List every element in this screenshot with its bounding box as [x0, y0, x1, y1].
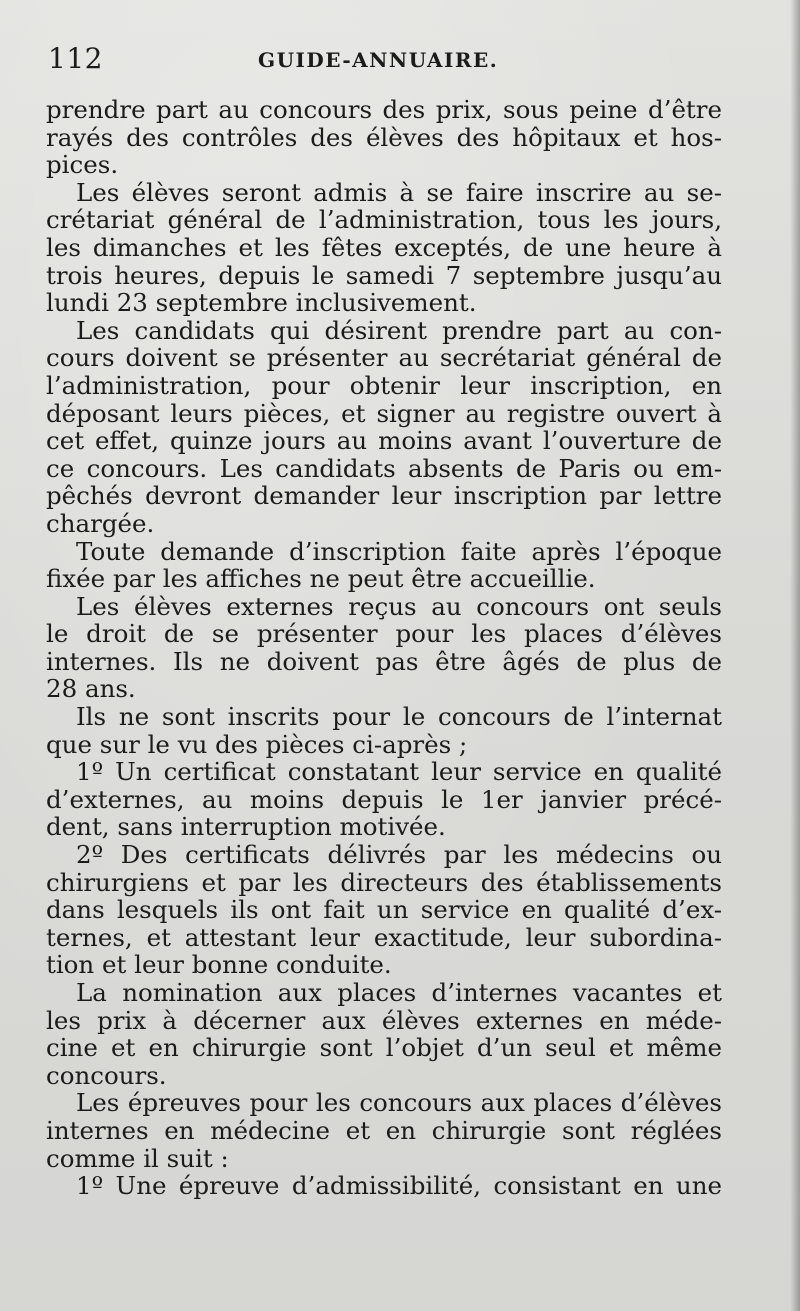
- text-line: pices.: [46, 150, 119, 180]
- text-line: 2º Des certificats délivrés par les médecins ou: [76, 840, 722, 870]
- text-line: l’administration, pour obtenir leur inscription, en: [46, 370, 722, 400]
- text-line: chargée.: [46, 508, 155, 538]
- text-line: déposant leurs pièces, et signer au registre ouvert à: [46, 398, 722, 428]
- text-line: internes. Ils ne doivent pas être âgés de plus de: [46, 646, 722, 676]
- text-line: 28 ans.: [46, 674, 136, 704]
- text-line: d’externes, au moins depuis le 1er janvier précé-: [46, 784, 722, 814]
- text-line: Ils ne sont inscrits pour le concours de l’internat: [76, 702, 722, 732]
- text-line: Les élèves externes reçus au concours ont seuls: [76, 591, 722, 621]
- text-line: comme il suit :: [46, 1143, 229, 1173]
- text-line: prendre part au concours des prix, sous peine d’être: [46, 95, 722, 124]
- text-line: cet effet, quinze jours au moins avant l’ouverture de: [46, 426, 722, 456]
- body-text: [46, 96, 722, 1200]
- text-line: Toute demande d’inscription faite après l’époque: [76, 536, 722, 566]
- text-line: internes en médecine et en chirurgie sont réglées: [46, 1115, 722, 1145]
- text-line: cine et en chirurgie sont l’objet d’un seul et même: [46, 1033, 722, 1063]
- text-line: les dimanches et les fêtes exceptés, de une heure à: [46, 232, 722, 262]
- text-line: fixée par les affiches ne peut être accueillie.: [46, 564, 596, 594]
- text-line: dans lesquels ils ont fait un service en qualité d’ex-: [46, 895, 722, 925]
- page-number: 112: [48, 42, 103, 75]
- page-header: [48, 42, 752, 82]
- text-line: 1º Un certificat constatant leur service en qualité: [76, 757, 722, 787]
- text-line: chirurgiens et par les directeurs des établissements: [46, 867, 722, 897]
- text-line: dent, sans interruption motivée.: [46, 812, 446, 842]
- text-line: 1º Une épreuve d’admissibilité, consistant en une: [76, 1171, 722, 1201]
- text-line: tion et leur bonne conduite.: [46, 950, 392, 980]
- text-line: trois heures, depuis le samedi 7 septembre jusqu’au: [46, 260, 722, 290]
- text-line: lundi 23 septembre inclusivement.: [46, 288, 477, 318]
- text-line: concours.: [46, 1060, 167, 1090]
- text-line: ce concours. Les candidats absents de Paris ou em-: [46, 453, 722, 483]
- text-line: ternes, et attestant leur exactitude, leur subordina-: [46, 922, 722, 952]
- text-line: Les élèves seront admis à se faire inscrire au se-: [76, 177, 722, 207]
- text-line: pêchés devront demander leur inscription par lettre: [46, 481, 722, 511]
- text-line: les prix à décerner aux élèves externes en méde-: [46, 1005, 722, 1035]
- running-head: GUIDE-ANNUAIRE.: [258, 48, 499, 72]
- text-line: crétariat général de l’administration, tous les jours,: [46, 205, 722, 235]
- text-line: le droit de se présenter pour les places d’élèves: [46, 619, 722, 649]
- text-line: Les épreuves pour les concours aux places d’élèves: [76, 1088, 722, 1118]
- text-line: rayés des contrôles des élèves des hôpitaux et hos-: [46, 122, 722, 152]
- text-line: cours doivent se présenter au secrétariat général de: [46, 343, 722, 373]
- text-line: La nomination aux places d’internes vacantes et: [76, 978, 722, 1007]
- text-line: que sur le vu des pièces ci-après ;: [46, 729, 468, 759]
- text-line: Les candidats qui désirent prendre part au con-: [76, 315, 722, 345]
